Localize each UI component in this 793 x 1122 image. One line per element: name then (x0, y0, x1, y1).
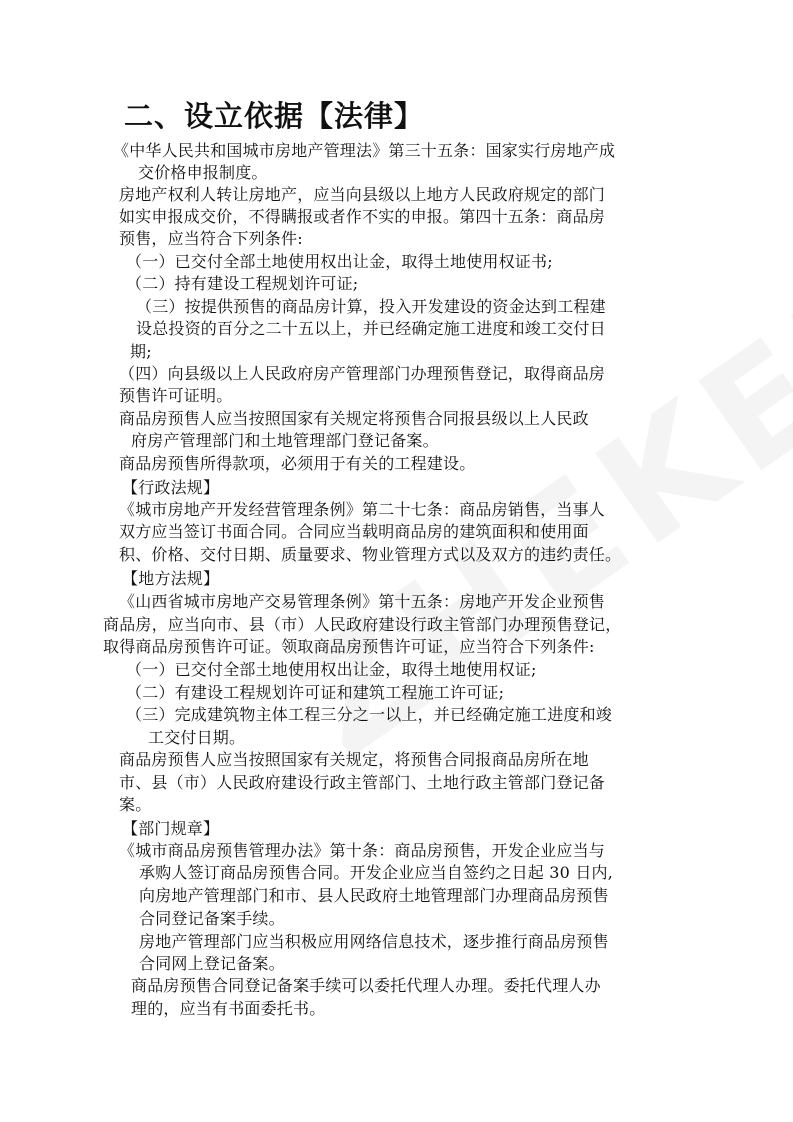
text-line: 市、县（市）人民政府建设行政主管部门、土地行政主管部门登记备 (119, 773, 606, 792)
text-line: 府房产管理部门和土地管理部门登记备案。 (131, 431, 439, 450)
text-line: 《城市商品房预售管理办法》第十条：商品房预售，开发企业应当与 (119, 841, 606, 860)
text-line: 设总投资的百分之二十五以上，并已经确定施工进度和竣工交付日 (136, 319, 606, 338)
text-line: 商品房，应当向市、县（市）人民政府建设行政主管部门办理预售登记， (103, 615, 622, 634)
text-line: 房地产管理部门应当积极应用网络信息技术，逐步推行商品房预售 (139, 932, 609, 951)
text-line: 《中华人民共和国城市房地产管理法》第三十五条：国家实行房地产成 (113, 141, 616, 160)
text-line: 《城市房地产开发经营管理条例》第二十七条：商品房销售，当事人 (119, 500, 606, 519)
text-line: 理的，应当有书面委托书。 (131, 999, 326, 1018)
text-line: 工交付日期。 (148, 728, 246, 747)
text-line: 预售，应当符合下列条件: (119, 229, 303, 248)
text-line: （一）已交付全部土地使用权出让金，取得土地使用权证书; (126, 252, 553, 271)
text-line: （四）向县级以上人民政府房产管理部门办理预售登记，取得商品房 (119, 364, 606, 383)
text-line: 案。 (119, 795, 152, 814)
text-line: 合同网上登记备案。 (139, 954, 285, 973)
text-line: 承购人签订商品房预售合同。开发企业应当自签约之日起 30 日内, (139, 863, 614, 882)
text-line: 如实申报成交价，不得瞒报或者作不实的申报。第四十五条：商品房 (119, 207, 606, 226)
text-line: 商品房预售人应当按照国家有关规定将预售合同报县级以上人民政 (119, 409, 589, 428)
text-line: （三）完成建筑物主体工程三分之一以上，并已经确定施工进度和竣 (126, 705, 613, 724)
text-line: 房地产权利人转让房地产，应当向县级以上地方人民政府规定的部门 (119, 185, 606, 204)
text-line: 双方应当签订书面合同。合同应当载明商品房的建筑面积和使用面 (119, 522, 589, 541)
section-title: 二、设立依据【法律】 (124, 99, 425, 133)
text-line: 交价格申报制度。 (138, 163, 268, 182)
text-line: （一）已交付全部土地使用权出让金，取得土地使用权证; (126, 660, 537, 679)
text-line: 商品房预售合同登记备案手续可以委托代理人办理。委托代理人办 (131, 976, 601, 995)
text-line: 向房地产管理部门和市、县人民政府土地管理部门办理商品房预售 (139, 886, 609, 905)
section-heading: 【地方法规】 (122, 569, 220, 588)
text-line: 积、价格、交付日期、质量要求、物业管理方式以及双方的违约责任。 (119, 545, 622, 564)
text-line: 《山西省城市房地产交易管理条例》第十五条：房地产开发企业预售 (119, 592, 606, 611)
text-line: 商品房预售所得款项，必须用于有关的工程建设。 (119, 454, 476, 473)
section-heading: 【部门规章】 (122, 819, 220, 838)
section-heading: 【行政法规】 (122, 478, 220, 497)
text-line: 期; (130, 342, 152, 361)
text-line: 取得商品房预售许可证。领取商品房预售许可证，应当符合下列条件: (103, 637, 595, 656)
text-line: （二）有建设工程规划许可证和建筑工程施工许可证; (126, 683, 505, 702)
text-line: （二）持有建设工程规划许可证; (126, 274, 359, 293)
text-line: 商品房预售人应当按照国家有关规定，将预售合同报商品房所在地 (119, 750, 589, 769)
text-line: 合同登记备案手续。 (139, 909, 285, 928)
text-line: （三）按提供预售的商品房计算，投入开发建设的资金达到工程建 (136, 297, 606, 316)
text-line: 预售许可证明。 (119, 386, 233, 405)
